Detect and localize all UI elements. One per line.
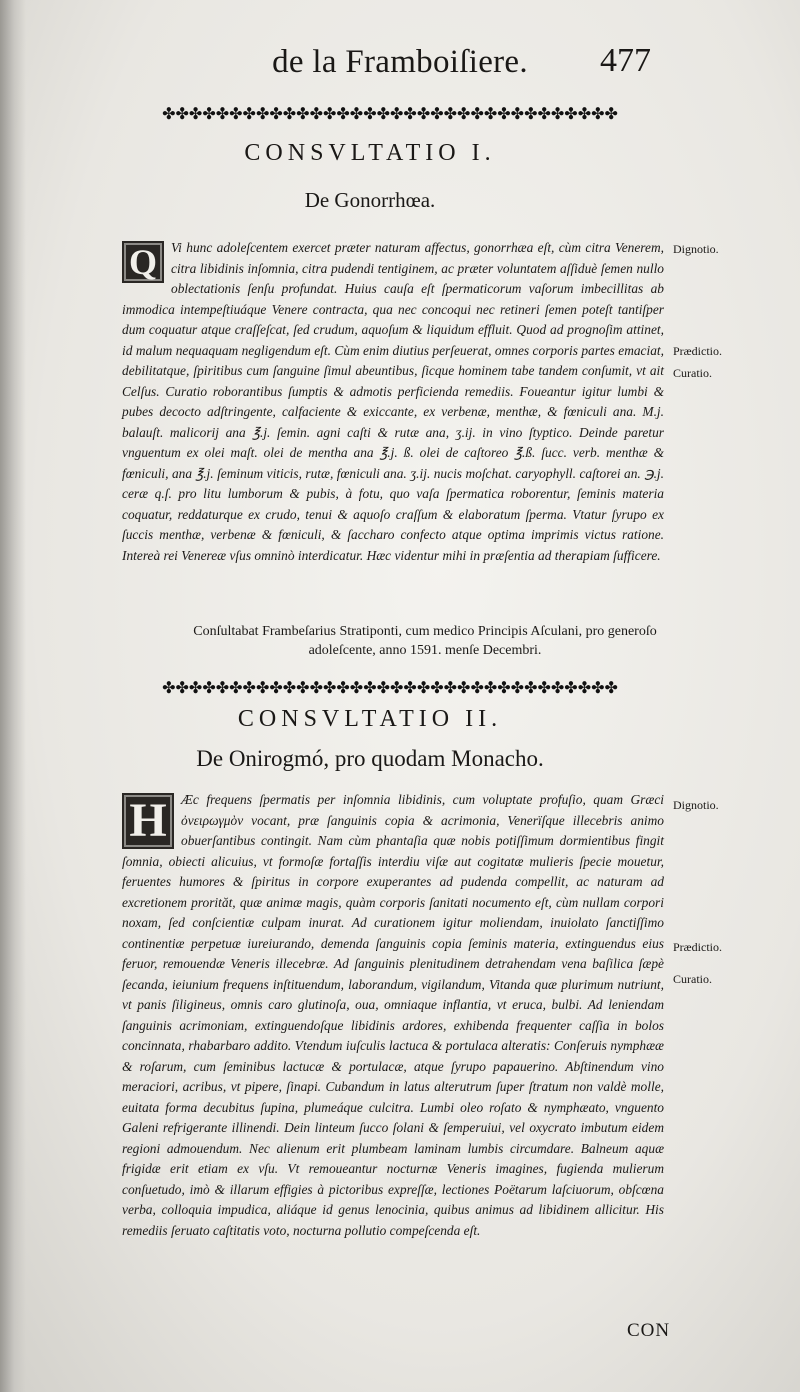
page-number: 477 (600, 42, 651, 79)
margin-note-dignotio-2: Dignotio. (673, 798, 719, 812)
consultatio-1-body (122, 238, 664, 566)
ornament-band-top: ✤✤✤✤✤✤✤✤✤✤✤✤✤✤✤✤✤✤✤✤✤✤✤✤✤✤✤✤✤✤✤✤✤✤ (162, 104, 618, 123)
consultatio-2-title: CONSVLTATIO II. (237, 706, 503, 732)
consultatio-1-footnote: Conſultabat Frambeſarius Stratiponti, cum medico Principis Aſculani, pro generoſo adoleſcente, anno 1591. menſe Decembri. (193, 624, 657, 658)
consultatio-1-subject: De Gonorrhœa. (304, 188, 436, 212)
running-title: de la Framboiſiere. (272, 44, 528, 80)
margin-note-dignotio-1: Dignotio. (673, 242, 719, 256)
catchword: CON (627, 1320, 671, 1341)
margin-note-curatio-2: Curatio. (673, 972, 712, 986)
margin-note-praedictio-2: Prædictio. (673, 940, 723, 954)
ornament-band-middle: ✤✤✤✤✤✤✤✤✤✤✤✤✤✤✤✤✤✤✤✤✤✤✤✤✤✤✤✤✤✤✤✤✤✤ (162, 678, 618, 697)
consultatio-2-text: Æc frequens ſpermatis per inſomnia libidinis, cum voluptate profuſio, quam Græci ὀνειρωγμὸν vocant, præ ſanguinis copia & acrimonia, Venerïſque illecebris animo obuerſantibus contingit. Nam cùm phantaſia quæ nobis potiſſimum dormientibus fingit ſomnia, obiecti alicuius, vt formoſæ fortaſſis interdiu viſæ aut cogitatæ mulieris ſpecie mouetur, feruentes humores & ſpiritus in corpore exuperantes ad pudenda compellit, ac naturam ad excretionem prorităt, quæ animæ magis, quàm corporis ſanitati nocumento eſt, cùm nullam corpori noxam, ſed conſcientiæ culpam inurat. Ad curationem igitur moliendam, inuiolato ſanctiſſimo continentiæ perpetuæ iureiurando, demenda ſanguinis copia ſeminis materia, extinguendus eius feruor, remouendæ Veneris illecebræ. Ad ſanguinis plenitudinem detrahendam vena baſilica ſæpè ſecanda, ieiunium frequens inſtituendum, laborandum, vigilandum, Vitanda quæ plurimum nutriunt, vt panis ſiligineus, omnis caro glutinoſa, oua, omniaque inflantia, vt eruca, bulbi. Ad leniendam ſanguinis acrimoniam, extinguendoſque libidinis ardores, exhibenda frequenter caſſia in bolos concinnata, rhabarbaro addito. Vtendum iuſculis lactuca & portulaca alteratis: Conſeruis nymphææ & roſarum, cum ſeminibus lactucæ & portulacæ, atque ſyrupo papauerino. Abſtinendum vino meraciori, acribus, vt pipere, ſinapi. Cubandum in latus alterutrum ſuper ſtratum non valdè molle, euitata forma decubitus ſupina, plumeáque culcitra. Lumbi oleo roſato & nymphæato, vnguento Galeni refrigerante illinendi. Dein linteum ſucco ſolani & ſemperuiui, vel oxycrato imbutum eidem regioni admouendum. Nec alienum erit plumbeam laminam lumbis circumdare. Balneum aquæ frigidæ erit etiam ex vſu. Vt remoueantur nocturnæ Veneris imagines, fugienda mulierum conſuetudo, imò & illarum effigies à pictoribus expreſſæ, lectiones Poëtarum laſciuorum, obſcœna verba, colloquia impudica, aliáque id genus lenocinia, quibus animus ad libidinem allicitur. His remediis ſeruato caſtitatis voto, nocturna pollutio compeſcenda eſt. (122, 792, 664, 1238)
consultatio-2-subject: De Onirogmó, pro quodam Monacho. (196, 746, 544, 771)
dropcap-q: Q (122, 241, 164, 283)
margin-note-curatio-1: Curatio. (673, 366, 712, 380)
consultatio-1-text: Vi hunc adoleſcentem exercet præter naturam affectus, gonorrhæa eſt, cùm citra Venerem, citra libidinis inſomnia, citra pudendi tentiginem, ac præter voluntatem aſſiduè ſemen nullo oblectationis ſenſu profundat. Huius cauſa eſt ſpermaticorum vaſorum imbecillitas ab immodica intempeſtiuáque Venere contracta, qua nec concoqui nec retineri ſemen poteſt tantiſper dum coquatur atque craſſeſcat, ſed crudum, aquoſum & liquidum effluit. Quod ad prognoſim attinet, id malum nequaquam negligendum eſt. Cùm enim diutius perſeuerat, omnes corporis partes emaciat, debilitatque, ſpiritibus cum ſanguine ſimul abeuntibus, ſicque hominem tabe tandem conſumit, vt ait Celſus. Curatio roborantibus ſumptis & admotis perficienda remediis. Foueantur igitur lumbi & pubes decocto adſtringente, calfaciente & exiccante, ex verbenæ, menthæ, & fœniculi ana. M.j. balauſt. malicorij ana ℥.j. ſemin. agni caſti & rutæ ana, ʒ.ij. in vino ſtyptico. Deinde paretur vnguentum ex olei maſt. olei de mentha ana ℥.j. ß. olei de caſtoreo ℥.ß. ſucc. verb. menthæ & fœniculi, ana ℥.j. ſeminum viticis, rutæ, fœniculi ana. ʒ.ij. nucis moſchat. caryophyll. caſtorei an. ℈.j. ceræ q.ſ. pro litu lumborum & pubis, à fotu, quo vaſa ſpermatica roborentur, ſeminis materia coquatur, reddaturque ex crudo, tenui & aquoſo craſſum & elaboratum ſperma. Vtatur ſyrupo ex ſuccis menthæ, verbenæ & fœniculi, & ſaccharo confecto atque optima imprimis victus ratione. Intereà rei Venereæ vſus omninò interdicatur. Hæc videntur mihi in præſentia ad therapiam ſufficere. (122, 240, 664, 563)
margin-note-praedictio-1: Prædictio. (673, 344, 723, 358)
consultatio-2-body (122, 790, 664, 1241)
consultatio-1-title: CONSVLTATIO I. (244, 140, 496, 166)
dropcap-h: H (122, 793, 174, 849)
